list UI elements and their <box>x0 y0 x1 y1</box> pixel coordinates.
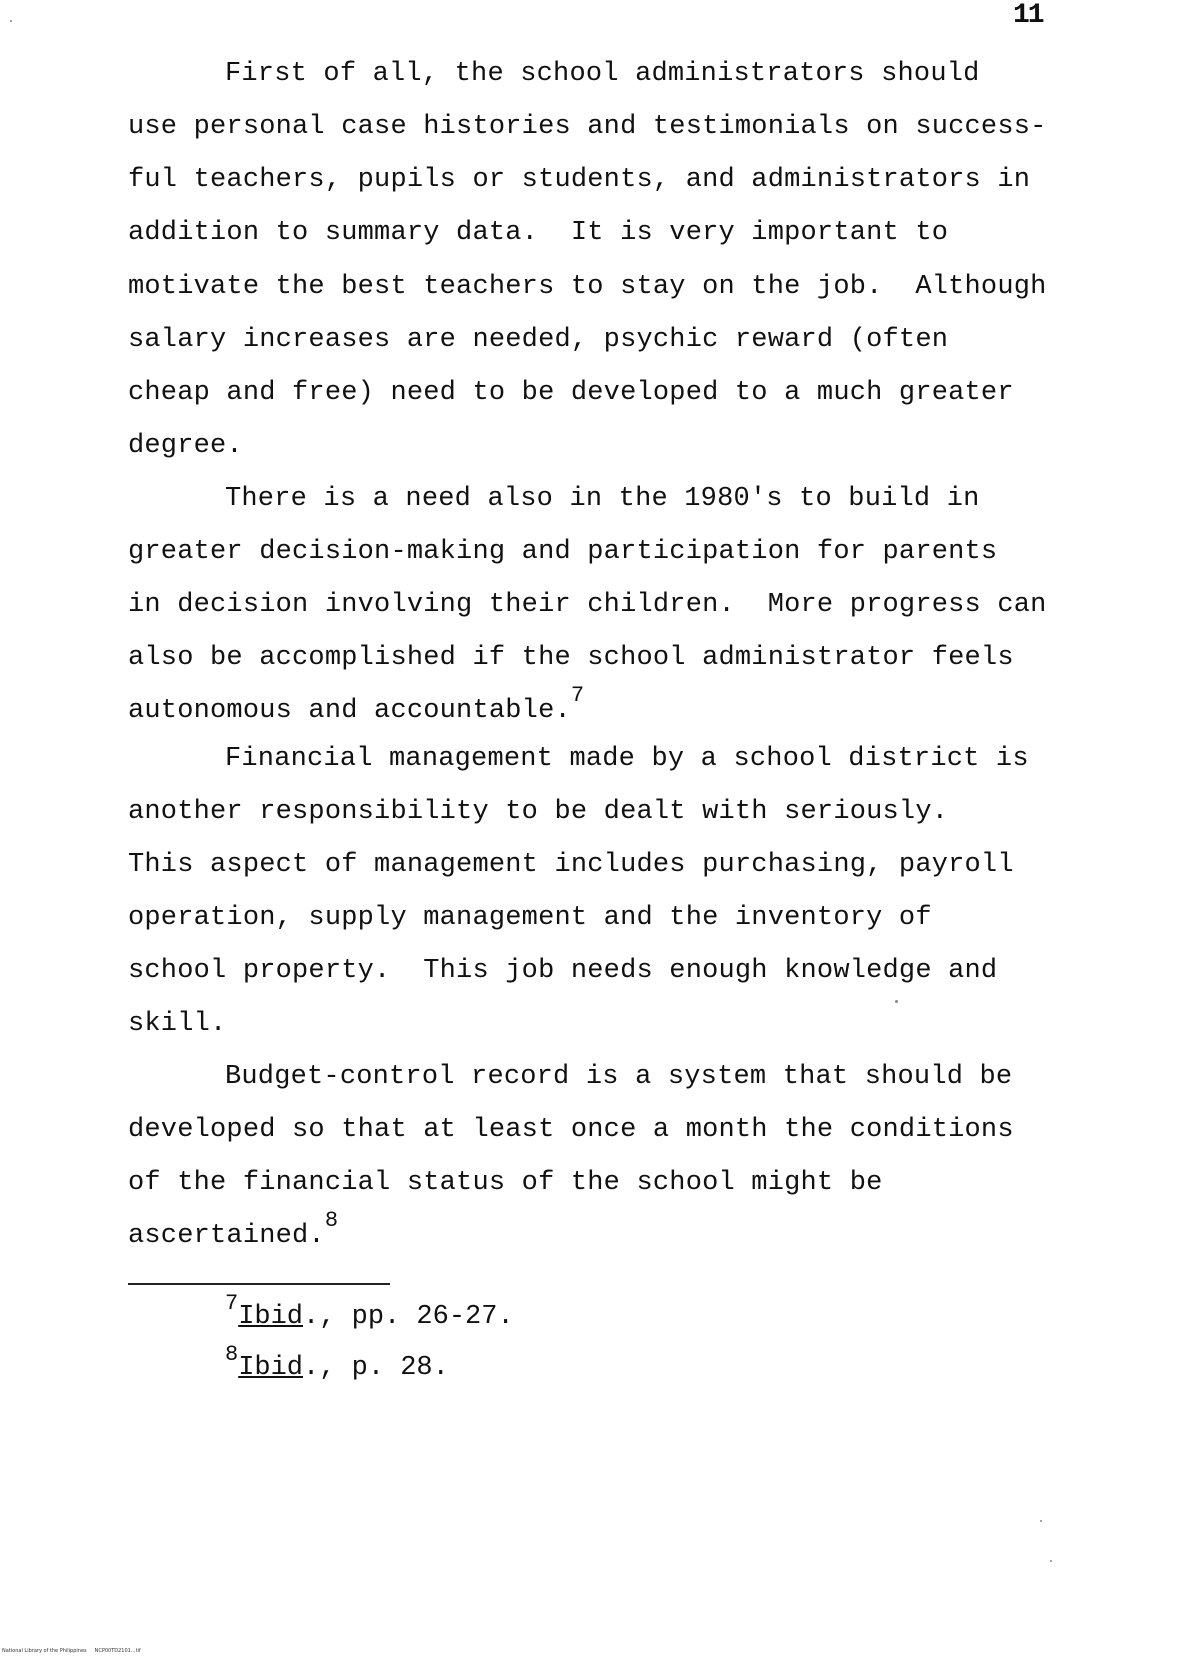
paragraph-3-line-6: skill. <box>128 1009 227 1039</box>
paragraph-2-line-3: in decision involving their children. More progress can <box>128 590 1047 620</box>
paragraph-1-line-3: ful teachers, pupils or students, and administrators in <box>128 165 1031 195</box>
page-number: 11 <box>1013 0 1043 31</box>
paragraph-2-line-4: also be accomplished if the school administrator feels <box>128 643 1014 673</box>
paragraph-3-line-1: Financial management made by a school district is <box>225 744 1029 774</box>
footnote-divider <box>128 1283 390 1285</box>
paragraph-2-line-1: There is a need also in the 1980's to build in <box>225 484 980 514</box>
footnote-ref-8: 8 <box>324 1208 339 1233</box>
paragraph-1-line-6: salary increases are needed, psychic reward (often <box>128 325 949 355</box>
footnote-7-source: Ibid <box>238 1302 304 1332</box>
footnote-ref-7: 7 <box>570 683 585 708</box>
footnote-8-source: Ibid <box>238 1353 304 1383</box>
paragraph-3-line-2: another responsibility to be dealt with seriously. <box>128 797 949 827</box>
scan-speck <box>1040 1520 1042 1522</box>
scan-speck <box>895 1000 898 1003</box>
paragraph-3-line-3: This aspect of management includes purchasing, payroll <box>128 850 1014 880</box>
paragraph-1-line-8: degree. <box>128 431 243 461</box>
paragraph-1-line-2: use personal case histories and testimonials on success- <box>128 112 1047 142</box>
scan-speck <box>1050 1560 1052 1562</box>
paragraph-3-line-4: operation, supply management and the inventory of <box>128 903 932 933</box>
footnote-7-pages: ., pp. 26-27. <box>303 1302 514 1332</box>
footnote-8 <box>225 1342 449 1385</box>
paragraph-4-line-3: of the financial status of the school might be <box>128 1168 883 1198</box>
footnote-7-marker: 7 <box>225 1291 239 1316</box>
paragraph-4-line-1: Budget-control record is a system that should be <box>225 1062 1013 1092</box>
paragraph-3-line-5: school property. This job needs enough knowledge and <box>128 956 998 986</box>
paragraph-4-line-4 <box>128 1208 339 1253</box>
footnote-7 <box>225 1291 514 1334</box>
paragraph-4-line-4-text: ascertained. <box>128 1221 325 1251</box>
paragraph-2-line-5 <box>128 683 585 728</box>
paragraph-1-line-4: addition to summary data. It is very important to <box>128 218 949 248</box>
archive-stamp: National Library of the Philippines NCP00TD2101...tif <box>2 1648 141 1654</box>
paragraph-2-line-5-text: autonomous and accountable. <box>128 696 571 726</box>
scan-speck <box>10 20 12 22</box>
paragraph-4-line-2: developed so that at least once a month the conditions <box>128 1115 1014 1145</box>
paragraph-1-line-7: cheap and free) need to be developed to a much greater <box>128 378 1014 408</box>
paragraph-2-line-2: greater decision-making and participation for parents <box>128 537 998 567</box>
paragraph-1-line-5: motivate the best teachers to stay on the job. Although <box>128 272 1047 302</box>
footnote-8-marker: 8 <box>225 1342 239 1367</box>
footnote-8-pages: ., p. 28. <box>303 1353 449 1383</box>
paragraph-1-line-1: First of all, the school administrators should <box>225 59 980 89</box>
